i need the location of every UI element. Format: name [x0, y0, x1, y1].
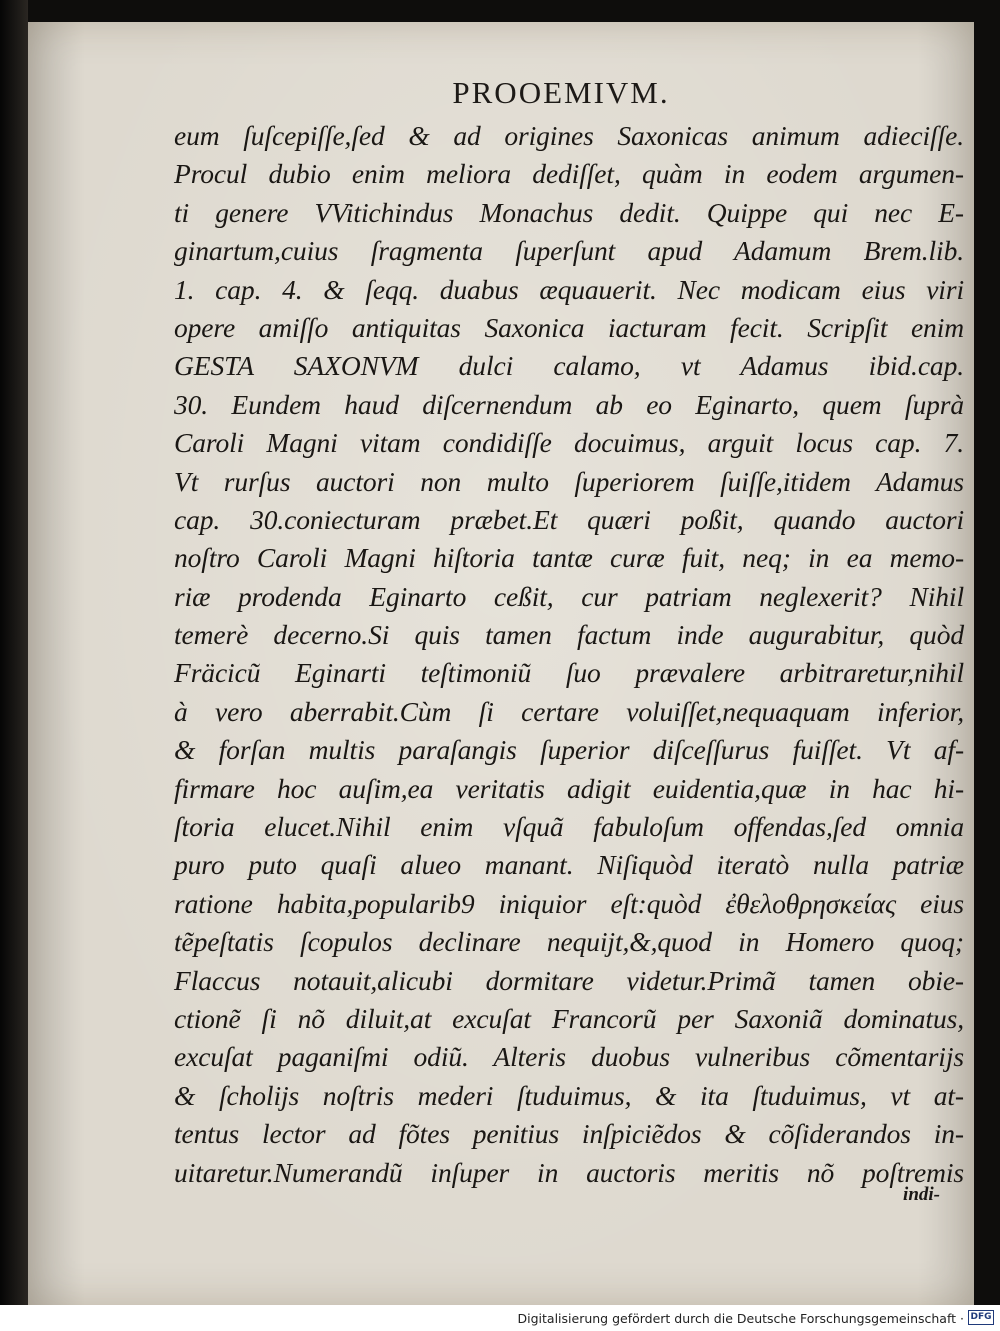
- text-line: Flaccus notauit,alicubi dormitare videtur.Primã tamen obie-: [174, 964, 964, 996]
- text-line: Procul dubio enim meliora dediſſet, quàm in eodem argumen-: [174, 158, 964, 190]
- text-line: cap. 30.coniecturam præbet.Et quæri poßit, quando auctori: [174, 503, 964, 535]
- text-line: tẽpeſtatis ſcopulos declinare nequijt,&,quod in Homero quoq;: [174, 926, 964, 958]
- text-line: Caroli Magni vitam condidiſſe docuimus, arguit locus cap. 7.: [174, 427, 964, 459]
- funding-notice: Digitalisierung gefördert durch die Deutsche Forschungsgemeinschaft ·: [517, 1311, 964, 1326]
- text-line: Fräcicũ Eginarti teſtimoniũ ſuo prævalere arbitraretur,nihil: [174, 657, 964, 689]
- text-line: Vt rurſus auctori non multo ſuperiorem ſuiſſe,itidem Adamus: [174, 465, 964, 497]
- page-header: PROOEMIVM.: [452, 75, 670, 110]
- text-line: excuſat paganiſmi odiũ. Alteris duobus vulneribus cõmentarijs: [174, 1041, 964, 1073]
- text-line: temerè decerno.Si quis tamen factum inde augurabitur, quòd: [174, 619, 964, 651]
- text-line: à vero aberrabit.Cùm ſi certare voluiſſet,nequaquam inferior,: [174, 695, 964, 727]
- text-line: 1. cap. 4. & ſeqq. duabus æquauerit. Nec modicam eius viri: [174, 273, 964, 305]
- body-text: [174, 117, 964, 1192]
- text-line: & ſcholijs noſtris mederi ſtuduimus, & ita ſtuduimus, vt at-: [174, 1079, 964, 1111]
- catchword: indi-: [903, 1184, 940, 1205]
- text-line: puro puto quaſi alueo manant. Niſiquòd iteratò nulla patriæ: [174, 849, 964, 881]
- text-line: ratione habita,popularib9 iniquior eſt:quòd ἐθελοθρησκείας eius: [174, 887, 964, 919]
- text-line: ginartum,cuius ſragmenta ſuperſunt apud Adamum Brem.lib.: [174, 235, 964, 267]
- text-line: noſtro Caroli Magni hiſtoria tantæ curæ fuit, neq; in ea memo-: [174, 542, 964, 574]
- text-line: 30. Eundem haud diſcernendum ab eo Eginarto, quem ſuprà: [174, 388, 964, 420]
- text-line: eum ſuſcepiſſe,ſed & ad origines Saxonicas animum adieciſſe.: [174, 120, 964, 151]
- text-line: ti genere VVitichindus Monachus dedit. Quippe qui nec E-: [174, 196, 964, 228]
- dfg-logo: DFG: [968, 1310, 994, 1325]
- book-page: [28, 22, 974, 1305]
- scan-left-edge: [0, 0, 28, 1331]
- text-line: tentus lector ad fõtes penitius inſpiciẽdos & cõſiderandos in-: [174, 1118, 964, 1150]
- text-line: & forſan multis paraſangis ſuperior diſceſſurus fuiſſet. Vt af-: [174, 734, 964, 766]
- text-line: uitaretur.Numerandũ inſuper in auctoris meritis nõ poſtremis: [174, 1156, 964, 1188]
- text-line: GESTA SAXONVM dulci calamo, vt Adamus ibid.cap.: [174, 350, 964, 382]
- text-line: riæ prodenda Eginarto ceßit, cur patriam neglexerit? Nihil: [174, 580, 964, 612]
- text-line: ctionẽ ſi nõ diluit,at excuſat Francorũ per Saxoniã dominatus,: [174, 1002, 964, 1034]
- text-line: opere amiſſo antiquitas Saxonica iacturam fecit. Scripſit enim: [174, 311, 964, 343]
- text-line: firmare hoc auſim,ea veritatis adigit euidentia,quæ in hac hi-: [174, 772, 964, 804]
- text-line: ſtoria elucet.Nihil enim vſquã fabuloſum offendas,ſed omnia: [174, 811, 964, 843]
- footer-bar: [0, 1305, 1000, 1331]
